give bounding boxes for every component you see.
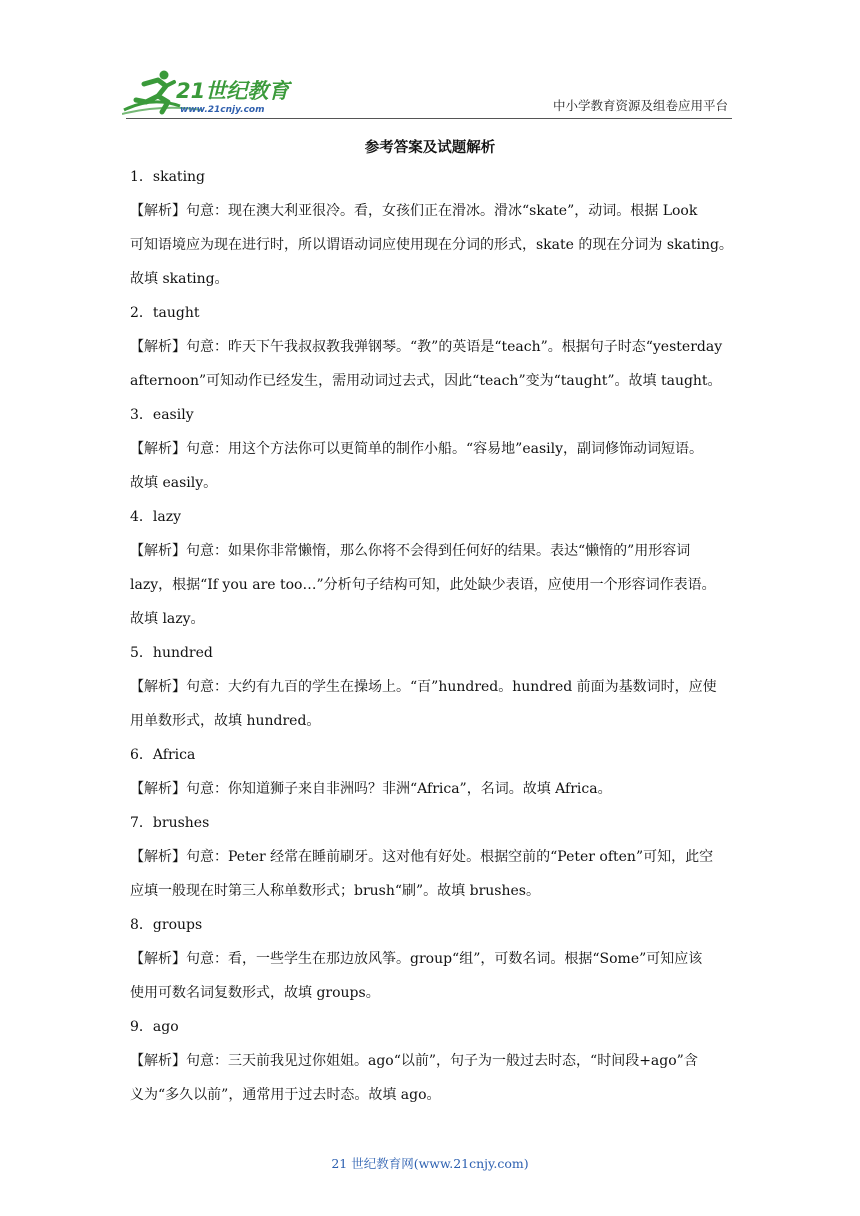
answer-item bbox=[130, 806, 735, 908]
analysis-line: 【解析】句意：现在澳大利亚很冷。看，女孩们正在滑冰。滑冰“skate”，动词。根据 Look bbox=[130, 203, 698, 219]
answer-item bbox=[130, 908, 735, 1010]
answer-word: skating bbox=[152, 169, 206, 185]
analysis-text bbox=[130, 1044, 735, 1112]
answer-heading bbox=[130, 908, 735, 942]
answer-word: hundred bbox=[152, 645, 213, 661]
analysis-text bbox=[130, 840, 735, 908]
answer-word: groups bbox=[152, 917, 203, 933]
platform-label: 中小学教育资源及组卷应用平台 bbox=[552, 98, 728, 113]
answer-item bbox=[130, 398, 735, 500]
analysis-line: 【解析】句意：用这个方法你可以更简单的制作小船。“容易地”easily，副词修饰动词短语。 bbox=[130, 441, 703, 457]
answer-heading bbox=[130, 636, 735, 670]
page-header bbox=[0, 0, 860, 125]
logo-text: 21世纪教育 bbox=[176, 79, 290, 103]
answer-heading bbox=[130, 806, 735, 840]
answer-heading bbox=[130, 160, 735, 194]
answer-item bbox=[130, 500, 735, 636]
page-title: 参考答案及试题解析 bbox=[364, 140, 496, 156]
analysis-line: 【解析】句意：你知道狮子来自非洲吗？非洲“Africa”，名词。故填 Africa。 bbox=[130, 781, 612, 797]
answer-heading bbox=[130, 1010, 735, 1044]
question-number: 7． bbox=[130, 815, 153, 831]
question-number: 8． bbox=[130, 917, 153, 933]
analysis-text bbox=[130, 772, 735, 806]
analysis-text bbox=[130, 942, 735, 1010]
question-number: 4． bbox=[130, 509, 153, 525]
answer-heading bbox=[130, 296, 735, 330]
analysis-text bbox=[130, 432, 735, 500]
analysis-line: 应填一般现在时第三人称单数形式；brush“刷”。故填 brushes。 bbox=[130, 883, 540, 899]
analysis-line: 用单数形式，故填 hundred。 bbox=[130, 713, 321, 729]
answer-word: ago bbox=[152, 1019, 179, 1035]
analysis-line: 义为“多久以前”，通常用于过去时态。故填 ago。 bbox=[130, 1087, 441, 1103]
analysis-text bbox=[130, 194, 735, 296]
analysis-line: 【解析】句意：如果你非常懒惰，那么你将不会得到任何好的结果。表达“懒惰的”用形容词 bbox=[130, 543, 691, 559]
question-number: 9． bbox=[130, 1019, 153, 1035]
answer-word: brushes bbox=[152, 815, 210, 831]
logo-url: www.21cnjy.com bbox=[180, 105, 265, 115]
question-number: 2． bbox=[130, 305, 153, 321]
analysis-line: 故填 easily。 bbox=[130, 475, 218, 491]
analysis-line: 【解析】句意：昨天下午我叔叔教我弹钢琴。“教”的英语是“teach”。根据句子时态“yesterday bbox=[130, 339, 723, 355]
analysis-line: 【解析】句意：大约有九百的学生在操场上。“百”hundred。hundred 前面为基数词时，应使 bbox=[130, 679, 717, 695]
question-number: 1． bbox=[130, 169, 153, 185]
analysis-line: 使用可数名词复数形式，故填 groups。 bbox=[130, 985, 380, 1001]
answer-item bbox=[130, 296, 735, 398]
answer-item bbox=[130, 738, 735, 806]
answer-list bbox=[130, 160, 735, 1112]
analysis-line: 【解析】句意：Peter 经常在睡前刷牙。这对他有好处。根据空前的“Peter often”可知，此空 bbox=[130, 849, 714, 865]
answer-heading bbox=[130, 398, 735, 432]
analysis-line: lazy，根据“If you are too…”分析句子结构可知，此处缺少表语，应使用一个形容词作表语。 bbox=[130, 577, 716, 593]
answer-word: lazy bbox=[152, 509, 182, 525]
analysis-line: 可知语境应为现在进行时，所以谓语动词应使用现在分词的形式，skate 的现在分词为 skating。 bbox=[130, 237, 733, 253]
runner-logo-icon bbox=[122, 66, 292, 118]
analysis-line: 【解析】句意：看，一些学生在那边放风筝。group“组”，可数名词。根据“Some”可知应该 bbox=[130, 951, 703, 967]
answer-item bbox=[130, 160, 735, 296]
analysis-line: 【解析】句意：三天前我见过你姐姐。ago“以前”，句子为一般过去时态，“时间段+ago”含 bbox=[130, 1053, 698, 1069]
answer-word: taught bbox=[152, 305, 200, 321]
header-divider bbox=[126, 118, 732, 119]
question-number: 5． bbox=[130, 645, 153, 661]
analysis-line: 故填 lazy。 bbox=[130, 611, 205, 627]
answer-item bbox=[130, 636, 735, 738]
analysis-line: 故填 skating。 bbox=[130, 271, 229, 287]
analysis-line: afternoon”可知动作已经发生，需用动词过去式，因此“teach”变为“taught”。故填 taught。 bbox=[130, 373, 722, 389]
footer-link[interactable]: 21 世纪教育网(www.21cnjy.com) bbox=[331, 1156, 529, 1171]
question-number: 6． bbox=[130, 747, 153, 763]
analysis-text bbox=[130, 534, 735, 636]
analysis-text bbox=[130, 330, 735, 398]
logo bbox=[122, 66, 292, 118]
analysis-text bbox=[130, 670, 735, 738]
answer-word: easily bbox=[152, 407, 194, 423]
answer-heading bbox=[130, 500, 735, 534]
question-number: 3． bbox=[130, 407, 153, 423]
answer-heading bbox=[130, 738, 735, 772]
answer-item bbox=[130, 1010, 735, 1112]
answer-word: Africa bbox=[152, 747, 196, 763]
